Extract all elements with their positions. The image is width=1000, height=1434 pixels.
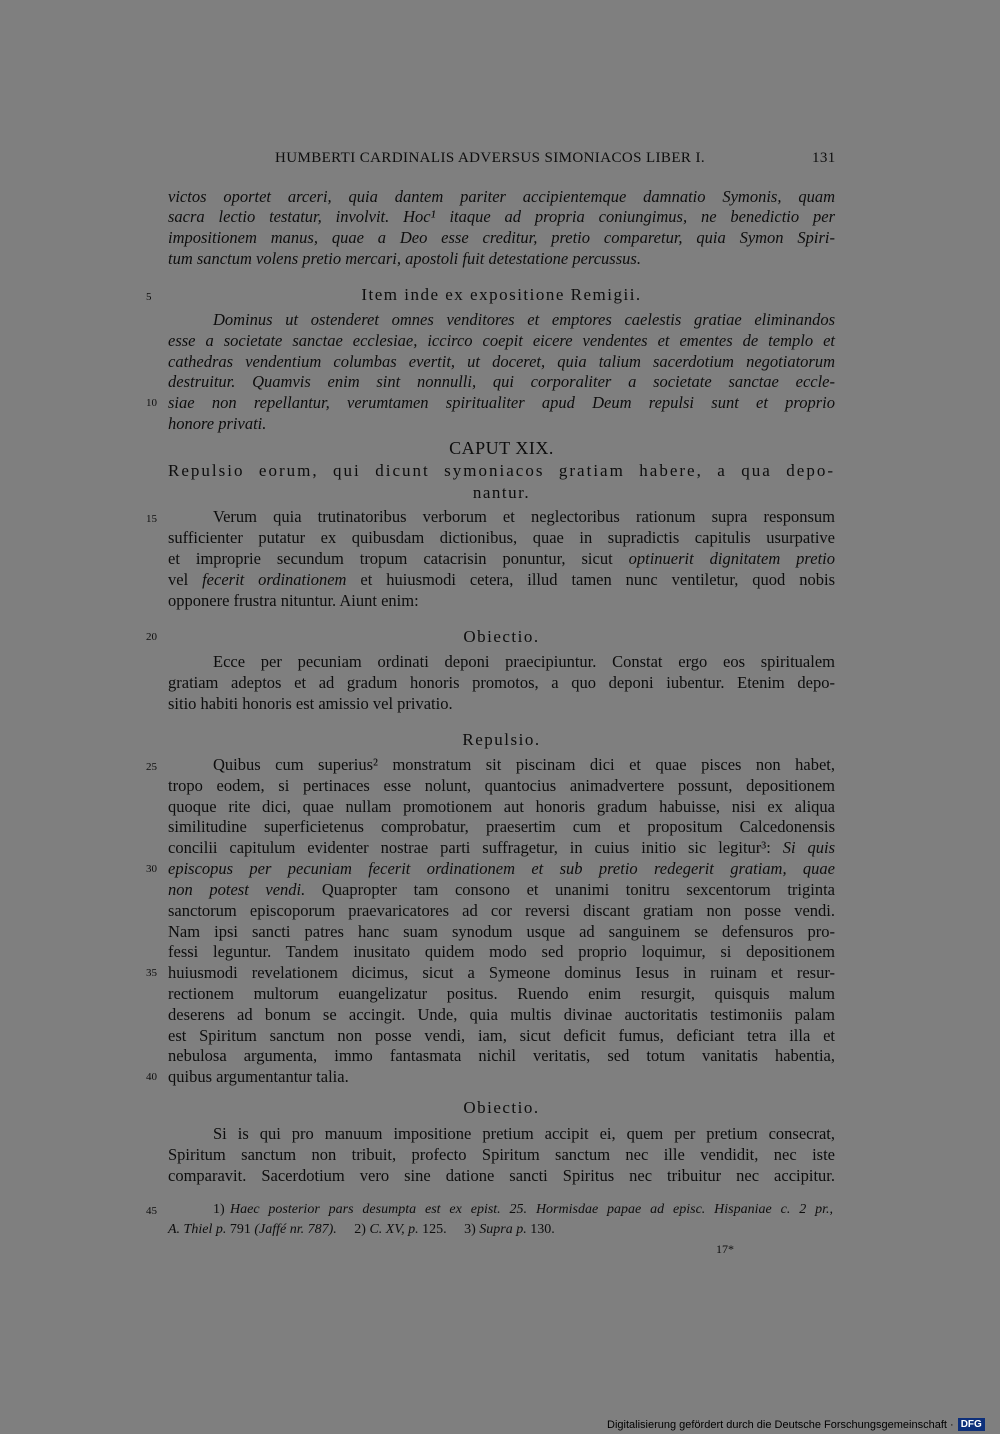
text-line: Nam ipsi sancti patres hanc suam synodum usque ad sanguinem se defensuros pro- (168, 922, 835, 941)
text-line: sufficienter putatur ex quibusdam dictionibus, quae in supradictis capitulis usurpative (168, 528, 835, 547)
text-line: Verum quia trutinatoribus verborum et neglectoribus rationum supra responsum (213, 507, 835, 526)
digitization-credit (607, 1418, 985, 1431)
text-line: episcopus per pecuniam fecerit ordinationem et sub pretio redegerit gratiam, quae (168, 859, 835, 878)
text-line: non potest vendi. Quapropter tam consono et unanimi tonitru sexcentorum triginta (168, 880, 835, 899)
text-line: fessi leguntur. Tandem inusitato quidem modo sed proprio loquimur, si depositionem (168, 942, 835, 961)
text-line: opponere frustra nituntur. Aiunt enim: (168, 591, 419, 610)
text-line: est Spiritum sanctum non posse vendi, iam, sicut deficit fumus, deficiant tetra illa et (168, 1026, 835, 1045)
text-line: sacra lectio testatur, involvit. Hoc¹ itaque ad propria coniungimus, ne benedictio per (168, 207, 835, 226)
text-line: honore privati. (168, 414, 267, 433)
section-heading: Obiectio. (463, 1098, 540, 1117)
line-number: 10 (146, 397, 157, 409)
footnote-marker: 1) (213, 1202, 225, 1217)
text-line: sitio habiti honoris est amissio vel privatio. (168, 694, 453, 713)
text-line: siae non repellantur, verumtamen spiritualiter apud Deum repulsi sunt et proprio (168, 393, 835, 412)
line-number: 30 (146, 863, 157, 875)
text-line: et improprie secundum tropum catacrisin ponuntur, sicut optinuerit dignitatem pretio (168, 549, 835, 568)
text-line: destruitur. Quamvis enim sint nonnulli, qui corporaliter a societate sanctae eccle- (168, 372, 835, 391)
text-line: victos oportet arceri, quia dantem pariter accipientemque damnatio Symonis, quam (168, 187, 835, 206)
text-line: Dominus ut ostenderet omnes venditores et emptores caelestis gratiae eliminandos (213, 310, 835, 329)
text-line: comparavit. Sacerdotium vero sine datione sancti Spiritus nec tribuitur nec accipitur. (168, 1166, 835, 1185)
signature-mark: 17* (716, 1242, 734, 1256)
text-line: sanctorum episcoporum praevaricatores ad cor reversi discant gratiam non posse vendi. (168, 901, 835, 920)
running-title: HUMBERTI CARDINALIS ADVERSUS SIMONIACOS LIBER I. (275, 150, 705, 166)
text-line: Spiritum sanctum non tribuit, profecto Spiritum sanctum nec ille vendidit, nec iste (168, 1145, 835, 1164)
section-heading: Repulsio. (462, 730, 541, 749)
footnote-text: Haec posterior pars desumpta est ex epist. 25. Hormisdae papae ad episc. Hispaniae c. 2 pr., (230, 1202, 833, 1217)
chapter-subtitle: Repulsio eorum, qui dicunt symoniacos gratiam habere, a qua depo- (168, 461, 835, 480)
text-line: tum sanctum volens pretio mercari, apostoli fuit detestatione percussus. (168, 249, 641, 268)
text-line: vel fecerit ordinationem et huiusmodi cetera, illud tamen nunc ventiletur, quod nobis (168, 570, 835, 589)
text-line: Si is qui pro manuum impositione pretium accipit ei, quem per pretium consecrat, (213, 1124, 835, 1143)
text-line: tropo eodem, si pertinaces esse nolunt, quantocius animadvertere possunt, depositionem (168, 776, 835, 795)
footnote-line: A. Thiel p. 791 (Jaffé nr. 787). 2) C. XV, p. 125. 3) Supra p. 130. (168, 1222, 555, 1237)
text-line: deserens ad bonum se accingit. Unde, quia multis divinae auctoritatis testimoniis palam (168, 1005, 835, 1024)
text-line: impositionem manus, quae a Deo esse creditur, pretio comparetur, quia Symon Spiri- (168, 228, 835, 247)
section-heading: Obiectio. (463, 627, 540, 646)
chapter-heading: CAPUT XIX. (449, 438, 554, 458)
text-line: Quibus cum superius² monstratum sit piscinam dici et quae pisces non habet, (213, 755, 835, 774)
chapter-subtitle: nantur. (472, 483, 531, 502)
dfg-logo: DFG (958, 1418, 985, 1431)
text-line: gratiam adeptos et ad gradum honoris promotos, a quo deponi iubentur. Etenim depo- (168, 673, 835, 692)
text-line: similitudine superficietenus comprobatur, praesertim cum et propositum Calcedonensis (168, 817, 835, 836)
page-number: 131 (812, 150, 836, 166)
credit-text: Digitalisierung gefördert durch die Deutsche Forschungsgemeinschaft · (607, 1418, 954, 1431)
text-line: Ecce per pecuniam ordinati deponi praecipiuntur. Constat ergo eos spiritualem (213, 652, 835, 671)
line-number: 25 (146, 761, 157, 773)
line-number: 5 (146, 291, 152, 303)
text-line: rectionem multorum euangelizatur positus. Ruendo enim resurgit, quisquis malum (168, 984, 835, 1003)
text-line: huiusmodi revelationem dicimus, sicut a Symeone dominus Iesus in ruinam et resur- (168, 963, 835, 982)
text-line: concilii capitulum evidenter nostrae parti suffragetur, in cuius initio sic legitur³: Si quis (168, 838, 836, 857)
line-number: 20 (146, 631, 157, 643)
text-line: quoque rite dici, quae nullam promotionem aut honoris gradum habuisse, nisi ex aliqua (168, 797, 835, 816)
section-heading: Item inde ex expositione Remigii. (361, 285, 642, 304)
line-number: 35 (146, 967, 157, 979)
text-line: nebulosa argumenta, immo fantasmata nichil veritatis, sed totum vanitatis habentia, (168, 1046, 835, 1065)
line-number: 45 (146, 1205, 157, 1217)
line-number: 40 (146, 1071, 157, 1083)
text-line: cathedras vendentium columbas evertit, ut doceret, quia talium sacerdotium negotiatorum (168, 352, 835, 371)
text-line: esse a societate sanctae ecclesiae, iccirco coepit eicere vendentes et ementes de templo et (168, 331, 835, 350)
line-number: 15 (146, 513, 157, 525)
text-line: quibus argumentantur talia. (168, 1067, 349, 1086)
